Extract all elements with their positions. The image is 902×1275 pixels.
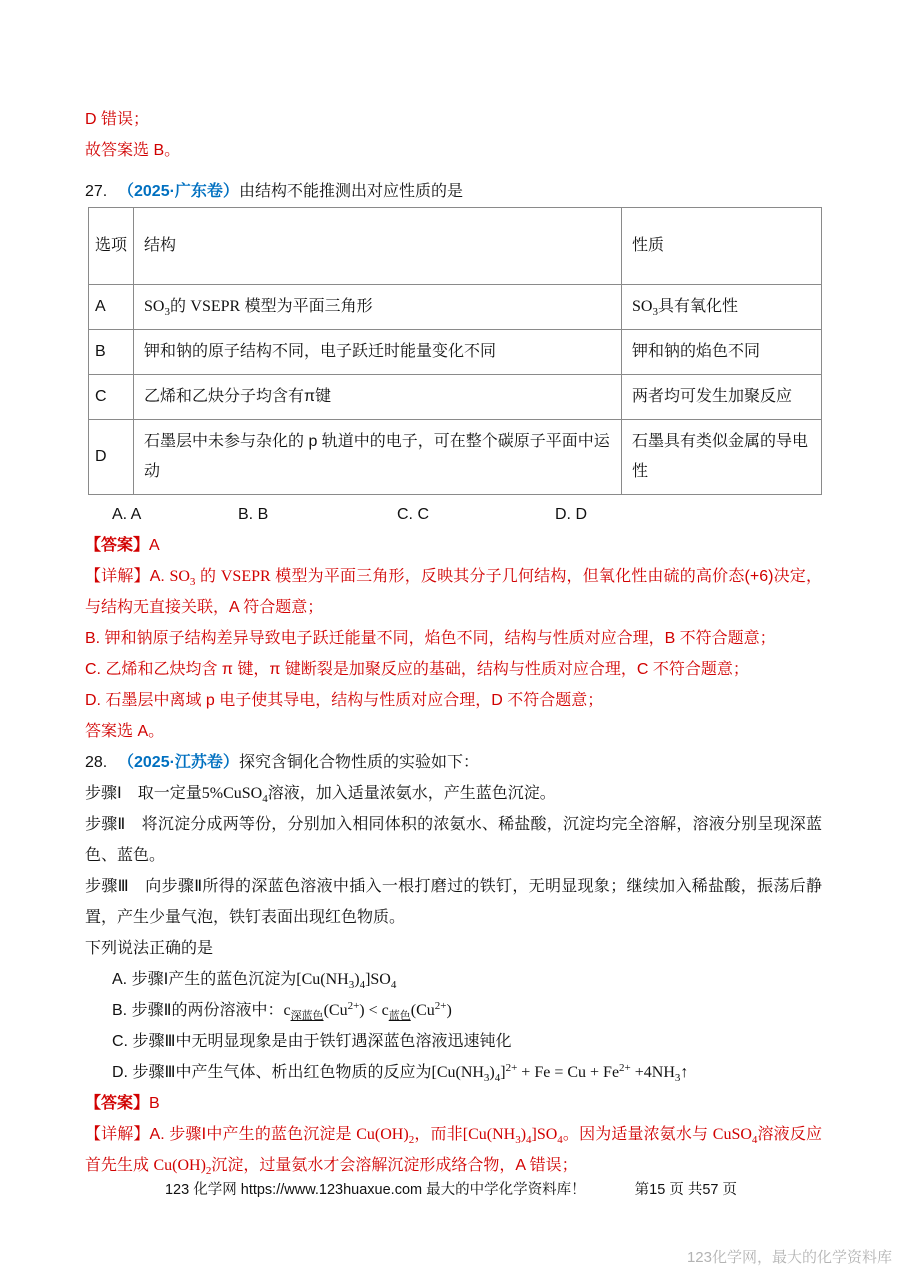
- cell-structure: $SO_3$的 VSEPR 模型为平面三角形: [134, 285, 622, 330]
- table-row: [89, 285, 822, 330]
- q28-answer-line: [85, 1088, 822, 1119]
- q27-answer-line: [85, 530, 822, 561]
- choice-d: D. D: [555, 506, 587, 523]
- table-row: [89, 330, 822, 375]
- q28-option-b: B. 步骤Ⅱ的两份溶液中：$c_{深蓝色}(Cu^{2+}) < c_{蓝色}(Cu^{2+})$: [112, 1000, 452, 1022]
- q27-detail-conclusion: 答案选 A。: [85, 723, 165, 740]
- prev-answer-conclusion: 故答案选 B。: [85, 142, 181, 159]
- question-27-heading: [85, 176, 822, 207]
- footer-page-number: 第15 页 共57 页: [634, 1182, 738, 1198]
- cell-property: $SO_3$具有氧化性: [622, 285, 822, 330]
- footer-site-name: 123 化学网: [164, 1182, 237, 1198]
- q27-detail-line: B. 钾和钠原子结构差异导致电子跃迁能量不同，焰色不同，结构与性质对应合理，B 不符合题意；: [85, 630, 776, 647]
- header-property: 性质: [622, 208, 822, 285]
- question-28-heading: [85, 747, 822, 778]
- question-28-stem: 探究含铜化合物性质的实验如下：: [238, 754, 479, 771]
- header-option: 选项: [89, 208, 134, 285]
- q27-detail-line: D. 石墨层中离域 p 电子使其导电，结构与性质对应合理，D 不符合题意；: [85, 692, 604, 709]
- q28-prompt: 下列说法正确的是: [85, 940, 214, 957]
- cell-option: D: [89, 420, 134, 495]
- cell-structure: 钾和钠的原子结构不同，电子跃迁时能量变化不同: [134, 330, 622, 375]
- q28-option-c: C. 步骤Ⅲ中无明显现象是由于铁钉遇深蓝色溶液迅速钝化: [112, 1033, 512, 1050]
- q28-step-1: 步骤Ⅰ 取一定量5%CuSO$_4$溶液，加入适量浓氨水，产生蓝色沉淀。: [85, 785, 556, 805]
- choice-b: B. B: [238, 506, 269, 523]
- table-row: [89, 420, 822, 495]
- answer-value: A: [149, 537, 160, 554]
- question-27-number: 27.: [85, 183, 108, 200]
- answer-label: 【答案】: [85, 537, 150, 554]
- footer-tagline: 最大的中学化学资料库！: [426, 1182, 586, 1198]
- page-footer: [0, 1180, 902, 1200]
- answer-value: B: [149, 1095, 160, 1112]
- cell-structure: 乙烯和乙炔分子均含有π键: [134, 375, 622, 420]
- table-header-row: [89, 208, 822, 285]
- watermark-text: 123化学网，最大的化学资料库: [686, 1249, 892, 1266]
- cell-property: 钾和钠的焰色不同: [622, 330, 822, 375]
- prev-explanation-line: D 错误；: [85, 111, 150, 128]
- q28-step-2: 步骤Ⅱ 将沉淀分成两等份，分别加入相同体积的浓氨水、稀盐酸，沉淀均完全溶解，溶液分别呈现深蓝色、蓝色。: [85, 816, 822, 864]
- q28-option-a: A. 步骤Ⅰ产生的蓝色沉淀为$[Cu(NH_3)_4]SO_4$: [112, 971, 397, 991]
- header-structure: 结构: [134, 208, 622, 285]
- table-row: [89, 375, 822, 420]
- q27-detail-line: C. 乙烯和乙炔均含 π 键，π 键断裂是加聚反应的基础，结构与性质对应合理，C 不符合题意；: [85, 661, 749, 678]
- cell-option: B: [89, 330, 134, 375]
- answer-label: 【答案】: [85, 1095, 150, 1112]
- footer-url[interactable]: https://www.123huaxue.com: [240, 1182, 423, 1198]
- cell-option: C: [89, 375, 134, 420]
- cell-option: A: [89, 285, 134, 330]
- q27-table: [88, 207, 822, 495]
- choice-c: C. C: [397, 506, 429, 523]
- question-27-source: （2025·广东卷）: [118, 183, 239, 200]
- cell-property: 石墨具有类似金属的导电性: [622, 420, 822, 495]
- choice-a: A. A: [112, 506, 142, 523]
- cell-property: 两者均可发生加聚反应: [622, 375, 822, 420]
- q27-detail-line: 【详解】A. $SO_3$ 的 VSEPR 模型为平面三角形，反映其分子几何结构，但氧化性由硫的高价态(+6)决定，与结构无直接关联，A 符合题意；: [85, 568, 822, 616]
- q28-detail-line: 【详解】A. 步骤Ⅰ中产生的蓝色沉淀是 $Cu(OH)_2$，而非$[Cu(NH_3)_4]SO_4$。因为适量浓氨水与 CuSO$_4$溶液反应首先生成 $Cu(OH)_2$沉淀，过量氨水才会溶解沉淀形成络合物，A 错误；: [85, 1126, 822, 1177]
- question-27-stem: 由结构不能推测出对应性质的是: [238, 183, 463, 200]
- q28-option-d: D. 步骤Ⅲ中产生气体、析出红色物质的反应为$[Cu(NH_3)_4]^{2+} + Fe = Cu + Fe^{2+}$ $+4NH_3↑$: [112, 1062, 689, 1084]
- page-content: [85, 104, 822, 1181]
- question-28-number: 28.: [85, 754, 108, 771]
- cell-structure: 石墨层中未参与杂化的 p 轨道中的电子，可在整个碳原子平面中运动: [134, 420, 622, 495]
- question-28-source: （2025·江苏卷）: [118, 754, 239, 771]
- q28-step-3: 步骤Ⅲ 向步骤Ⅱ所得的深蓝色溶液中插入一根打磨过的铁钉，无明显现象；继续加入稀盐酸，振荡后静置，产生少量气泡，铁钉表面出现红色物质。: [85, 878, 822, 926]
- q27-choices-row: [85, 499, 822, 530]
